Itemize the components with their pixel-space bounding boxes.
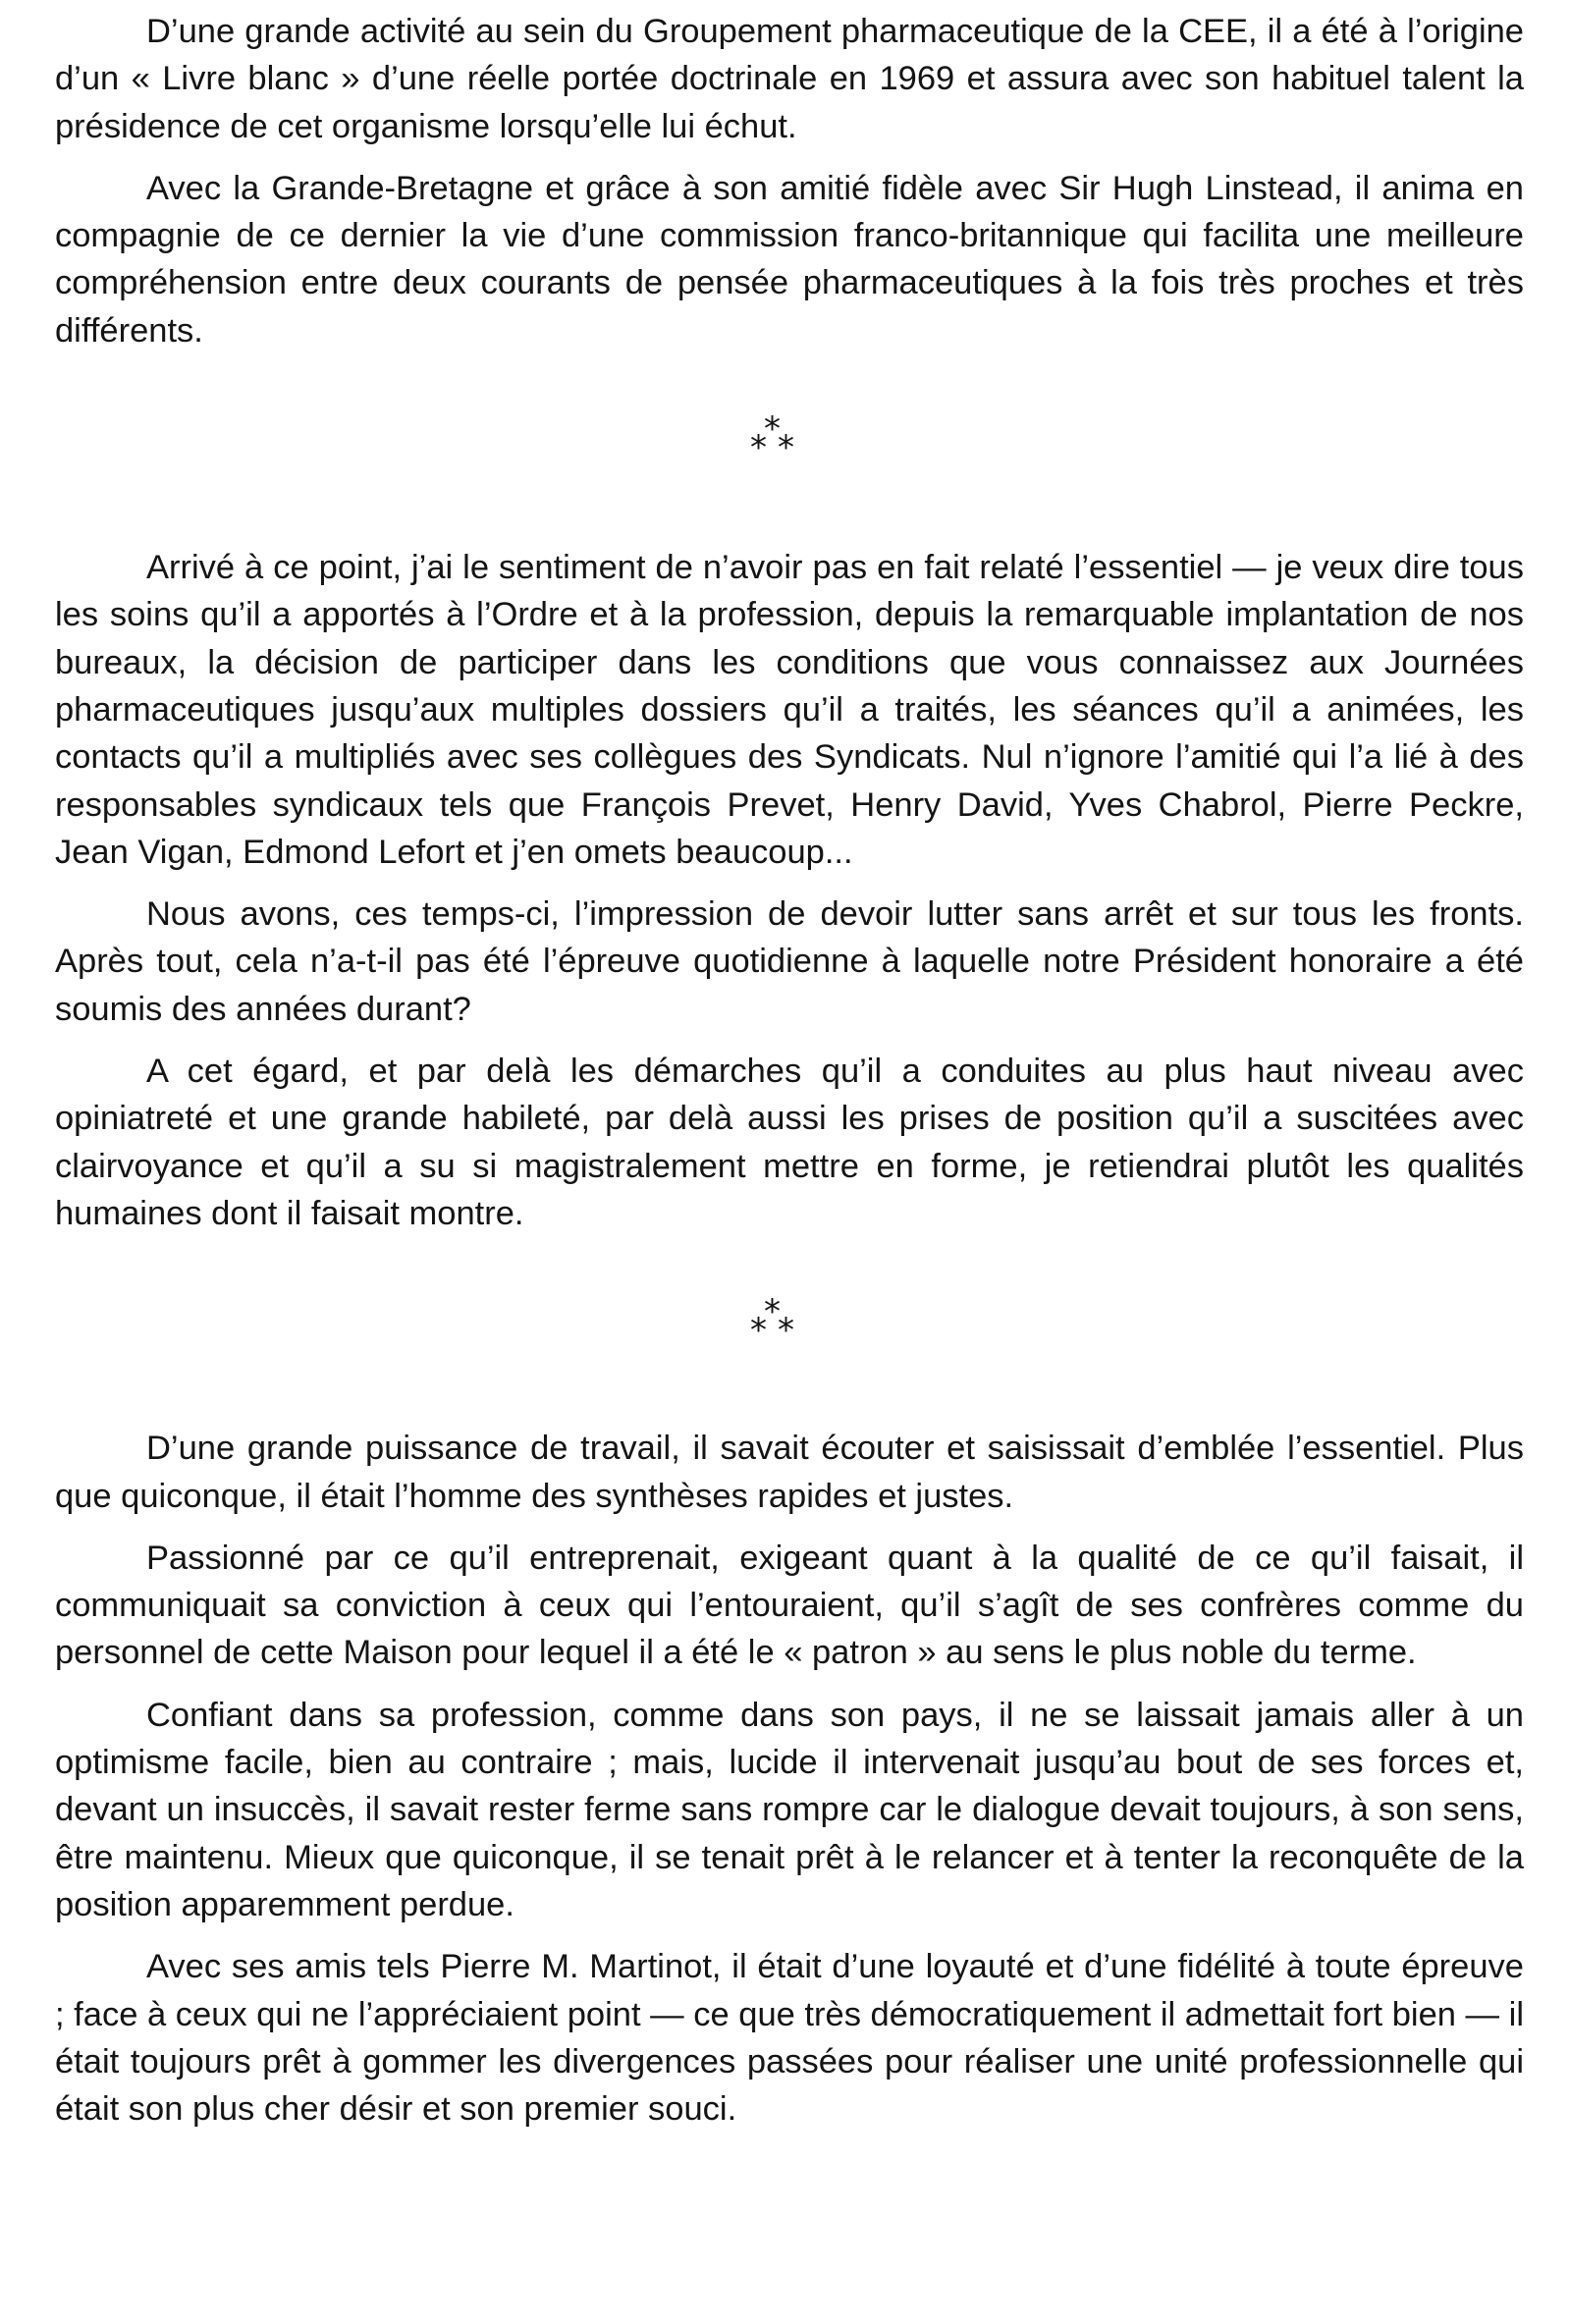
text-block-2 — [55, 544, 1524, 1237]
section-separator — [55, 1252, 1524, 1425]
asterisk: * — [750, 1311, 767, 1351]
paragraph: Nous avons, ces temps-ci, l’impression de devoir lutter sans arrêt et sur tous les fronts. Après tout, cela n’a-t-il pas été l’épreuve quotidienne à laquelle notre Président honoraire a été soumis des années durant? — [55, 895, 1524, 1028]
paragraph: Avec la Grande-Bretagne et grâce à son amitié fidèle avec Sir Hugh Linstead, il anima en compagnie de ce dernier la vie d’une commission franco-britannique qui facilita une meilleure compréhension entre deux courants de pensée pharmaceutiques à la fois très proches et très différents. — [55, 169, 1524, 350]
paragraph: Avec ses amis tels Pierre M. Martinot, il était d’une loyauté et d’une fidélité à toute épreuve ; face à ceux qui ne l’appréciaient point — ce que très démocratiquement il admettait fort bien — il était toujours prêt à gommer les divergences passées pour réaliser une unité professionnelle qui était son plus cher désir et son premier souci. — [55, 1948, 1524, 2129]
document-page — [55, 8, 1524, 2147]
section-separator — [55, 369, 1524, 544]
paragraph: D’une grande activité au sein du Groupement pharmaceutique de la CEE, il a été à l’origine d’un « Livre blanc » d’une réelle portée doctrinale en 1969 et assura avec son habituel talent la présidence de cet organisme lorsqu’elle lui échut. — [55, 13, 1524, 145]
asterisk: * — [750, 428, 767, 468]
asterisk: * — [778, 1311, 794, 1351]
asterism-ornament — [739, 409, 818, 471]
paragraph: Arrivé à ce point, j’ai le sentiment de n’avoir pas en fait relaté l’essentiel — je veux dire tous les soins qu’il a apportés à l’Ordre et à la profession, depuis la remarquable implantation de nos bureaux, la décision de participer dans les conditions que vous connaissez aux Journées pharmaceutiques jusqu’aux multiples dossiers qu’il a traités, les séances qu’il a animées, les contacts qu’il a multipliés avec ses collègues des Syndicats. Nul n’ignore l’amitié qui l’a lié à des responsables syndicaux tels que François Prevet, Henry David, Yves Chabrol, Pierre Peckre, Jean Vigan, Edmond Lefort et j’en omets beaucoup... — [55, 549, 1524, 871]
paragraph: Confiant dans sa profession, comme dans son pays, il ne se laissait jamais aller à un optimisme facile, bien au contraire ; mais, lucide il intervenait jusqu’au bout de ses forces et, devant un insuccès, il savait rester ferme sans rompre car le dialogue devait toujours, à son sens, être maintenu. Mieux que quiconque, il se tenait prêt à le relancer et à tenter la reconquête de la position apparemment perdue. — [55, 1696, 1524, 1923]
paragraph: D’une grande puissance de travail, il savait écouter et saisissait d’emblée l’essentiel. Plus que quiconque, il était l’homme des synthèses rapides et justes. — [55, 1430, 1524, 1515]
paragraph: Passionné par ce qu’il entreprenait, exigeant quant à la qualité de ce qu’il faisait, il communiquait sa conviction à ceux qui l’entouraient, qu’il s’agît de ses confrères comme du personnel de cette Maison pour lequel il a été le « patron » au sens le plus noble du terme. — [55, 1539, 1524, 1672]
paragraph: A cet égard, et par delà les démarches qu’il a conduites au plus haut niveau avec opiniatreté et une grande habileté, par delà aussi les prises de position qu’il a suscitées avec clairvoyance et qu’il a su si magistralement mettre en forme, je retiendrai plutôt les qualités humaines dont il faisait montre. — [55, 1053, 1524, 1232]
text-block-1 — [55, 8, 1524, 354]
asterisk: * — [764, 409, 781, 450]
text-block-3 — [55, 1425, 1524, 2133]
asterism-ornament — [739, 1292, 818, 1354]
asterisk: * — [778, 428, 794, 468]
asterisk: * — [764, 1292, 781, 1332]
